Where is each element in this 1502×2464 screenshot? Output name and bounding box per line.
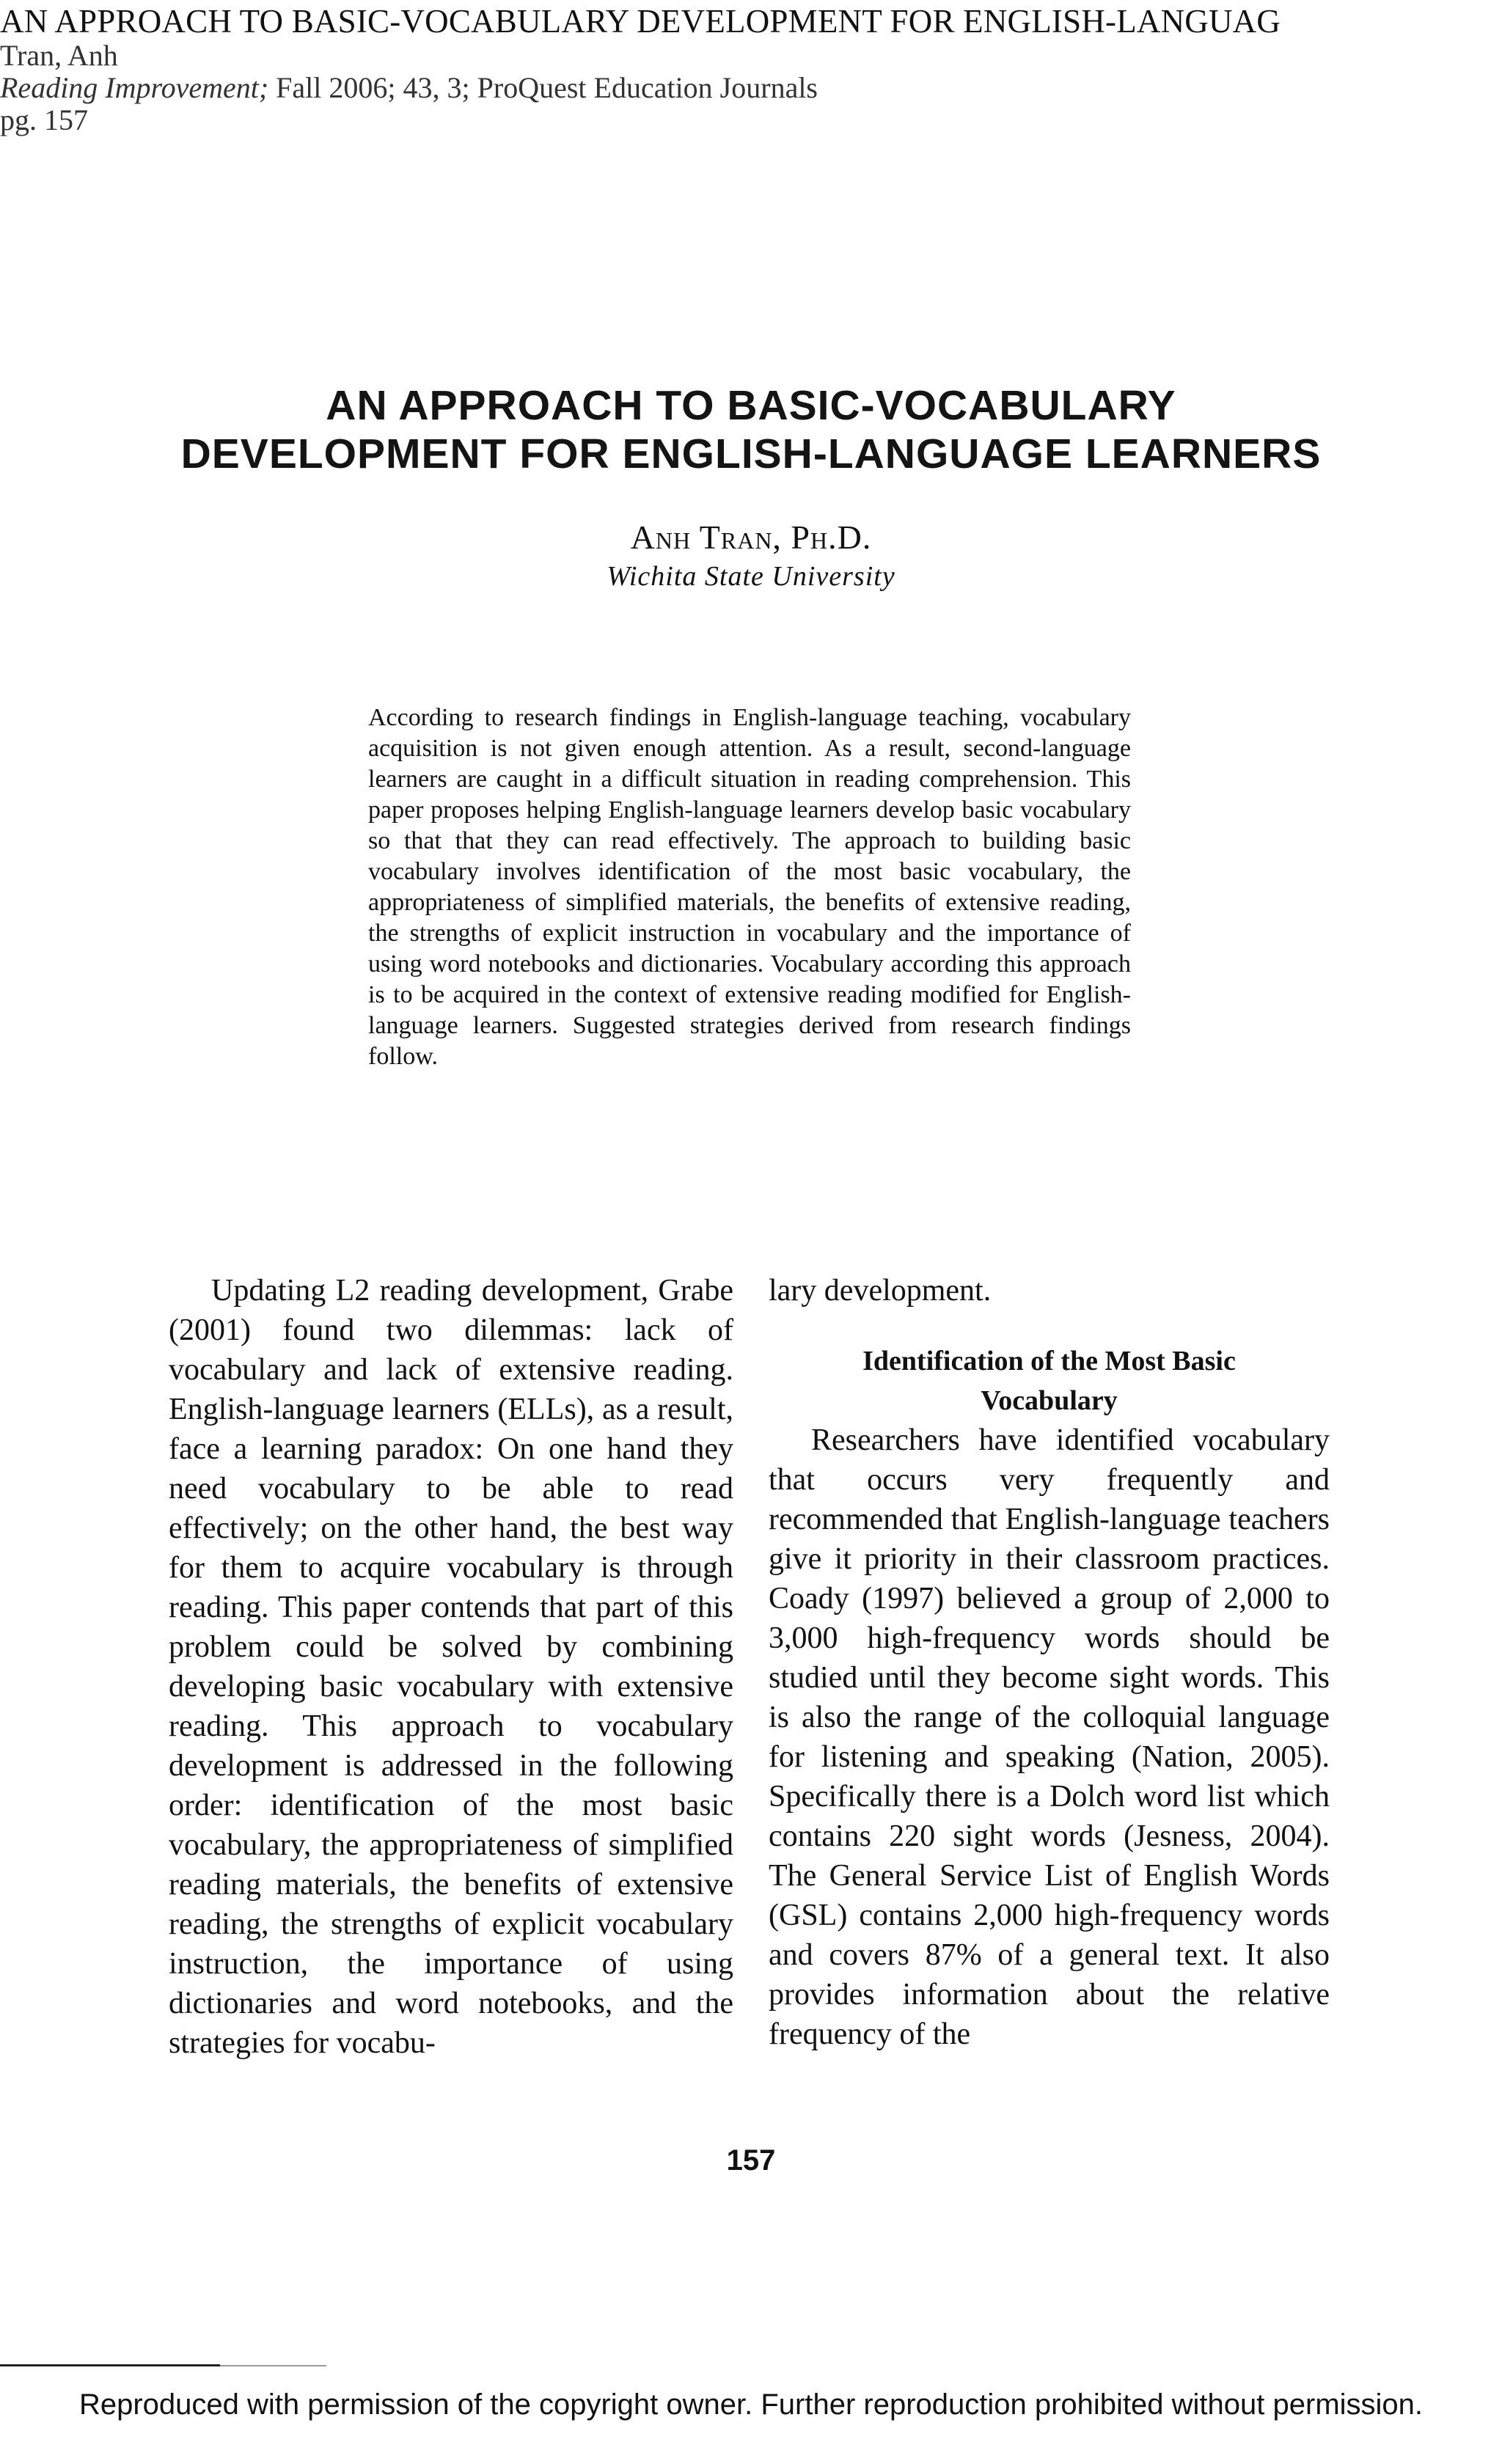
citation-issue-info: Fall 2006; 43, 3; ProQuest Education Journals <box>268 71 818 104</box>
intro-paragraph: Updating L2 reading development, Grabe (2001) found two dilemmas: lack of vocabulary and lack of extensive reading. English-language learners (ELLs), as a result, face a learning paradox: On one hand they need vocabulary to be able to read effectively; on the other hand, the best way for them to acquire vocabulary is through reading. This paper contends that part of this problem could be solved by combining developing basic vocabulary with extensive reading. This approach to vocabulary development is addressed in the following order: identification of the most basic vocabulary, the appropriateness of simplified reading materials, the benefits of extensive reading, the strengths of explicit vocabulary instruction, the importance of using dictionaries and word notebooks, and the strategies for vocabu- <box>169 1274 733 2060</box>
article-affiliation: Wichita State University <box>607 561 895 592</box>
article-title-line-2: DEVELOPMENT FOR ENGLISH-LANGUAGE LEARNERS <box>180 430 1322 477</box>
section-heading <box>769 1341 1330 1420</box>
citation-source <box>0 72 1502 104</box>
citation-title: AN APPROACH TO BASIC-VOCABULARY DEVELOPMENT FOR ENGLISH-LANGUAG <box>0 3 1281 40</box>
citation-header <box>0 3 1502 136</box>
abstract: According to research findings in English-language teaching, vocabulary acquisition is not given enough attention. As a result, second-language learners are caught in a difficult situation in reading comprehension. This paper proposes helping English-language learners develop basic vocabulary so that that they can read effectively. The approach to building basic vocabulary involves identification of the most basic vocabulary, the appropriateness of simplified materials, the benefits of extensive reading, the strengths of explicit instruction in vocabulary and the importance of using word notebooks and dictionaries. Vocabulary according this approach is to be acquired in the context of extensive reading modified for English-language learners. Suggested strategies derived from research findings follow. <box>368 704 1131 1070</box>
article-title-line-1: AN APPROACH TO BASIC-VOCABULARY <box>326 382 1176 429</box>
article-title <box>0 381 1502 478</box>
citation-page: pg. 157 <box>0 103 88 136</box>
footer-divider <box>0 2364 220 2366</box>
section-heading-line-1: Identification of the Most Basic <box>862 1346 1236 1376</box>
section-heading-line-2: Vocabulary <box>981 1385 1118 1416</box>
body-column-right <box>769 1271 1330 2054</box>
body-column-left <box>169 1271 733 2063</box>
citation-journal: Reading Improvement; <box>0 71 269 104</box>
footer-divider-fade <box>220 2365 326 2366</box>
continued-text: lary development. <box>769 1274 992 1308</box>
copyright-notice: Reproduced with permission of the copyright owner. Further reproduction prohibited without permission. <box>78 2388 1424 2421</box>
article-author: Anh Tran, Ph.D. <box>630 518 872 556</box>
citation-author: Tran, Anh <box>0 39 118 72</box>
page-number: 157 <box>726 2144 776 2177</box>
section-paragraph: Researchers have identified vocabulary that occurs very frequently and recommended that English-language teachers give it priority in their classroom practices. Coady (1997) believed a group of 2,000 to 3,000 high-frequency words should be studied until they become sight words. This is also the range of the colloquial language for listening and speaking (Nation, 2005). Specifically there is a Dolch word list which contains 220 sight words (Jesness, 2004). The General Service List of English Words (GSL) contains 2,000 high-frequency words and covers 87% of a general text. It also provides information about the relative frequency of the <box>769 1423 1330 2051</box>
